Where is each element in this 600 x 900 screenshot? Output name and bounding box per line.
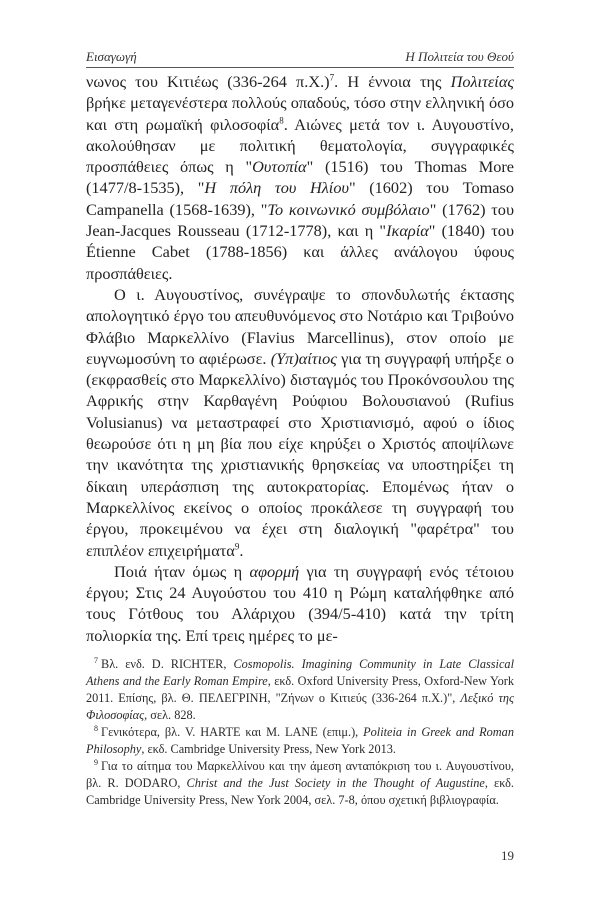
text-run: " (1840) του Étienne Cabet (1788-1856) και άλλες ανάλογου ύφους προσπάθειες. — [86, 221, 515, 283]
header-book-title: Η Πολιτεία του Θεού — [405, 49, 514, 64]
footnote-ref-9[interactable]: 9 — [234, 541, 240, 552]
text-run: για τη συγγραφή ενός τέτοιου έργου; Στις 24 Αυγούστου του 410 η Ρώμη καταλήφθηκε από τους Γότθους του Αλάριχου (394/5-410) κατά την τρίτη πολιορκία της. Επί τρεις ημέρες το με- — [86, 561, 514, 645]
text-run: για τη συγγραφή υπήρξε ο (εκφρασθείς στο Μαρκελλίνο) δισταγμός του Προκόνσουλου της Αφρικής στην Καρθαγένη Ρούφιου Βολουσιανού (Rufius Volusianus) να μεταστραφεί στο Χριστιανισμό, αφού ο ίδιος θεωρούσε ότι η μη βία που είχε κηρύξει ο Χριστός αποψίλωνε την ικανότητα της χριστιανικής θρησκείας να υποστηρίξει τη δίκαιη υπεράσπιση της αυτοκρατορίας. Επομένως ήταν ο Μαρκελλίνος εκείνος ο οποίος προκάλεσε τη συγγραφή του έργου, προκειμένου να έχει στη διαλογική "φαρέτρα" του επιπλέον επιχειρήματα — [86, 348, 514, 560]
text-run: , σελ. 828. — [144, 708, 196, 722]
text-run: " (1602) του Tomaso Campanella (1568-1639), " — [86, 178, 514, 219]
text-run: , εκδ. Cambridge University Press, New York 2004, σελ. 7-8, όπου σχετική βιβλιογραφία. — [86, 776, 515, 807]
footnote-8 — [86, 724, 514, 758]
footnote-mark: 7 — [94, 655, 98, 665]
header-divider — [86, 67, 514, 68]
text-run: Γενικότερα, βλ. V. HARTE και M. LANE (επιμ.), — [101, 725, 364, 739]
italic-run: Η πόλη του Ηλίου — [204, 178, 349, 198]
footnote-ref-7[interactable]: 7 — [329, 72, 335, 83]
italic-run: αφορμή — [249, 561, 300, 581]
text-run: νωνος του Κιτιέως (336-264 π.Χ.) — [86, 72, 330, 91]
text-run: Για το αίτημα του Μαρκελλίνου και την άμεση ανταπόκριση του ι. Αυγουστίνου, βλ. R. DODARO, — [86, 759, 514, 790]
footnote-9 — [86, 758, 514, 809]
text-run: βρήκε μεταγενέστερα πολλούς οπαδούς, τόσο στην ελληνική όσο και στη ρωμαϊκή φιλοσοφία — [86, 93, 514, 134]
italic-run: Christ and the Just Society in the Thought of Augustine — [186, 776, 485, 790]
footnote-ref-8[interactable]: 8 — [279, 115, 284, 126]
header-section-title: Εισαγωγή — [86, 49, 137, 64]
text-run: " (1762) του Jean-Jacques Rousseau (1712-1778), και η " — [86, 199, 515, 241]
footnote-mark: 8 — [94, 723, 98, 733]
running-header — [86, 49, 514, 65]
main-text — [86, 71, 514, 646]
text-run: . — [239, 540, 244, 560]
italic-run: Πολιτείας — [450, 72, 514, 91]
italic-run: Λεξικό της Φιλοσοφίας — [86, 691, 515, 722]
page-number: 19 — [501, 848, 514, 863]
text-run: , εκδ. Oxford University Press, Oxford-New York 2011. Επίσης, βλ. Θ. ΠΕΛΕΓΡΙΝΗ, "Ζήνων ο Κιτιεύς (336-264 π.Χ.)", — [86, 674, 514, 705]
paragraph-1 — [86, 71, 514, 284]
text-run: Βλ. ενδ. D. RICHTER, — [101, 657, 234, 671]
italic-run: Cosmopolis. Imagining Community in Late Classical Athens and the Early Roman Empire — [86, 657, 514, 688]
text-run: . Αιώνες μετά τον ι. Αυγουστίνο, ακολούθησαν με πολιτική θεματολογία, συγγραφικές προσπάθειες όπως η " — [86, 114, 514, 177]
footnote-mark: 9 — [94, 757, 98, 767]
text-run: Ποιά ήταν όμως η — [114, 561, 250, 581]
paragraph-2 — [86, 284, 514, 561]
text-run: Ο ι. Αυγουστίνος, συνέγραψε το σπονδυλωτής έκτασης απολογητικό έργο του απευθυνόμενος στο Νοτάριο και Τριβούνο Φλάβιο Μαρκελλίνο (Flavius Marcellinus), στον οποίο με ευγνωμοσύνη το αφιέρωσε. — [86, 284, 514, 368]
italic-run: Politeia in Greek and Roman Philosophy — [86, 725, 514, 756]
italic-run: Ουτοπία — [252, 157, 307, 177]
italic-run: (Υπ)αίτιος — [270, 348, 337, 368]
footnotes — [86, 656, 514, 809]
footnote-7 — [86, 656, 514, 724]
text-run: , εκδ. Cambridge University Press, New York 2013. — [141, 742, 396, 756]
text-run: . Η έννοια της — [334, 72, 451, 91]
text-run: " (1516) του Thomas More (1477/8-1535), " — [86, 157, 515, 198]
paragraph-3 — [86, 561, 514, 646]
italic-run: Ικαρία — [386, 221, 429, 241]
italic-run: Το κοινωνικό συμβόλαιο — [267, 199, 430, 219]
